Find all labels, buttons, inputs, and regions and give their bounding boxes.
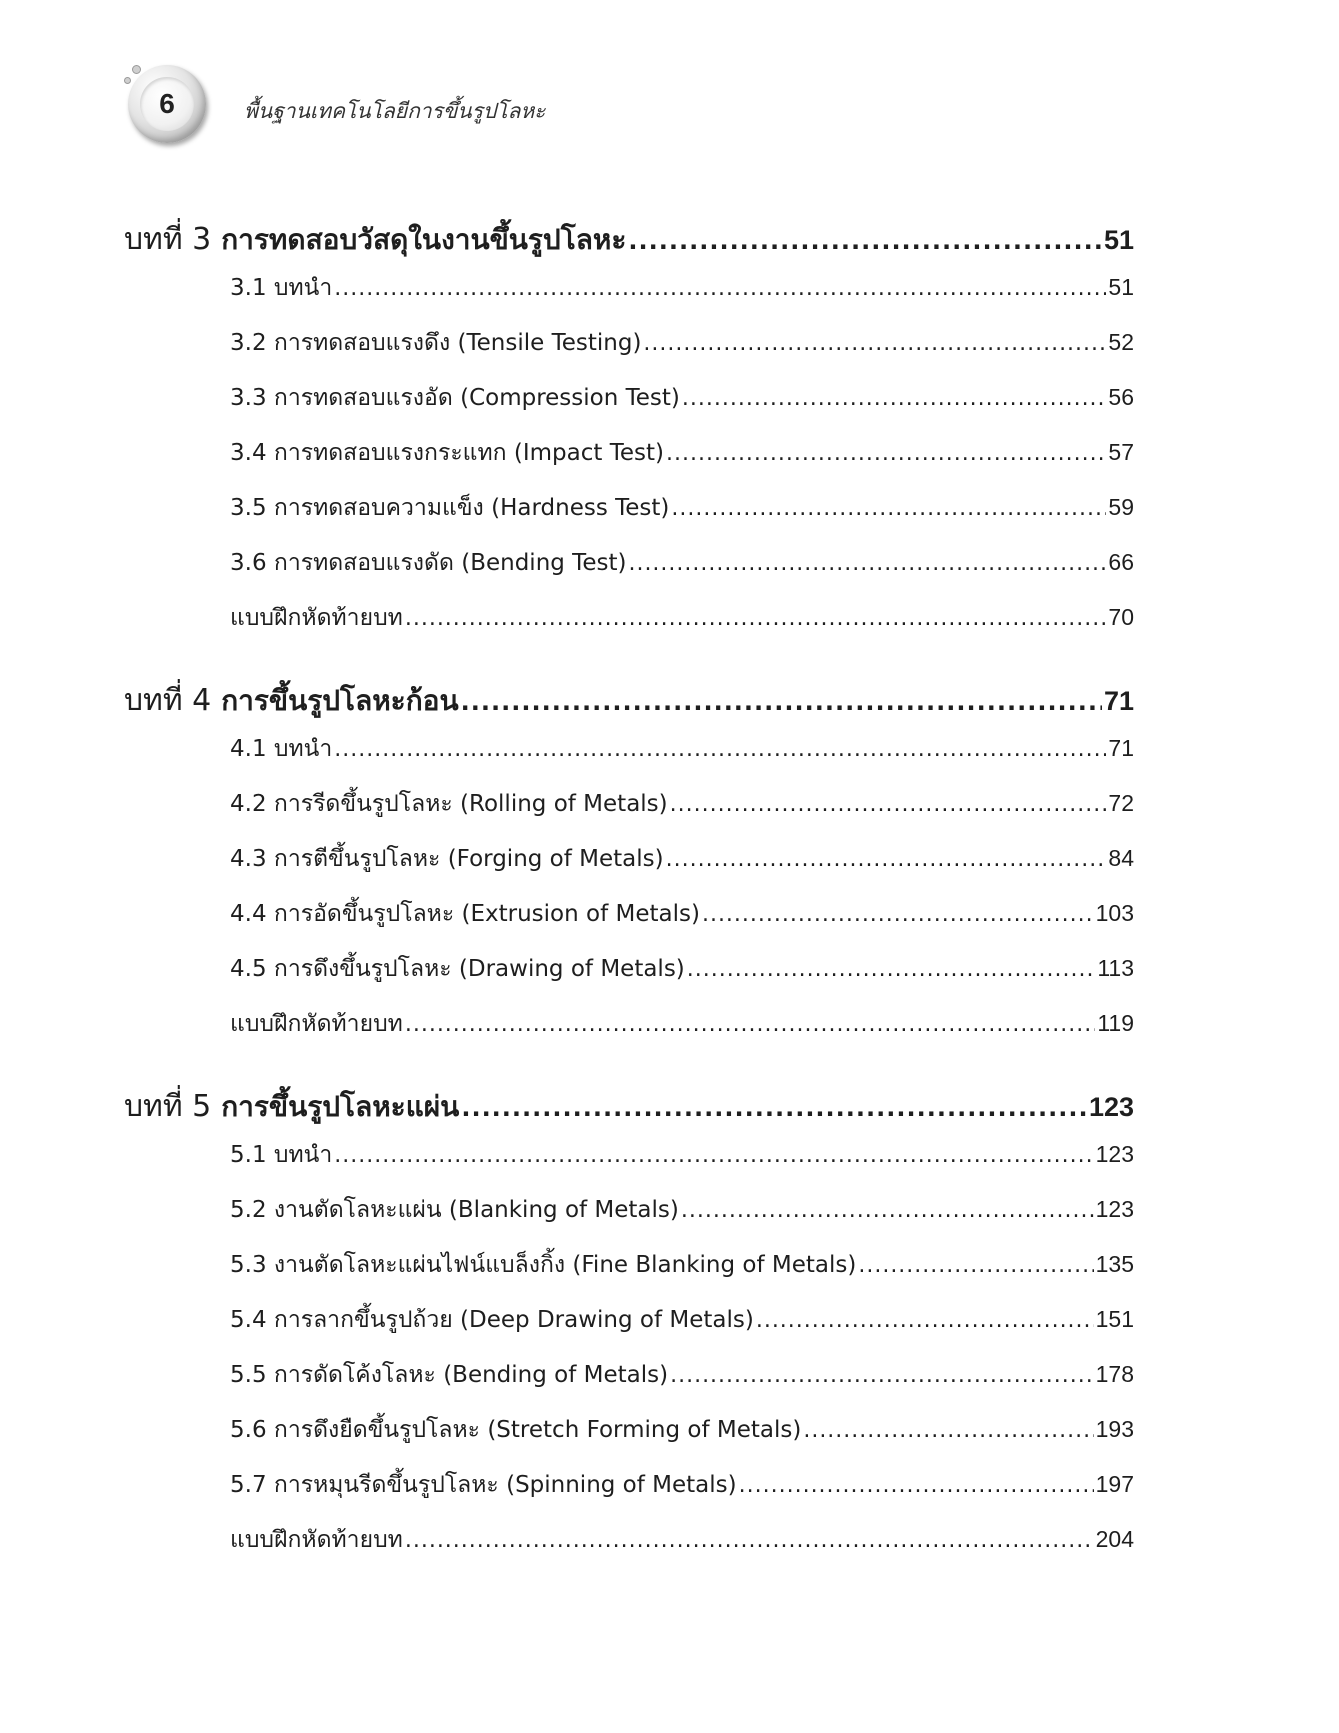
toc-entry[interactable] [230, 1192, 1134, 1247]
dot-leader [643, 331, 1106, 356]
table-of-contents [124, 216, 1134, 1577]
toc-chapter[interactable] [124, 677, 1134, 727]
dot-leader [702, 902, 1094, 927]
toc-entry[interactable] [230, 600, 1134, 655]
entry-page: 151 [1095, 1306, 1134, 1332]
entry-page: 66 [1108, 549, 1134, 575]
dot-leader [756, 1308, 1094, 1333]
dot-leader [461, 688, 1102, 716]
page-header [128, 64, 545, 144]
entry-page: 123 [1095, 1196, 1134, 1222]
toc-chapter[interactable] [124, 216, 1134, 266]
book-title: พื้นฐานเทคโนโลยีการขึ้นรูปโลหะ [244, 98, 546, 123]
entry-title: 3.3 การทดสอบแรงอัด (Compression Test) [230, 385, 680, 411]
dot-leader [628, 551, 1106, 576]
entry-title: 3.1 บทนำ [230, 275, 333, 301]
entry-page: 178 [1095, 1361, 1134, 1387]
toc-entry[interactable] [230, 731, 1134, 786]
chapter-page: 51 [1103, 225, 1134, 255]
toc-entry[interactable] [230, 1357, 1134, 1412]
dot-leader [687, 957, 1096, 982]
toc-entry[interactable] [230, 841, 1134, 896]
dot-leader [670, 1363, 1094, 1388]
entry-title: 5.1 บทนำ [230, 1142, 333, 1168]
entry-title: 4.5 การดึงขึ้นรูปโลหะ (Drawing of Metals) [230, 956, 685, 982]
entry-page: 123 [1095, 1141, 1134, 1167]
entry-page: 204 [1095, 1526, 1134, 1552]
dot-leader [334, 737, 1106, 762]
toc-entry[interactable] [230, 1137, 1134, 1192]
toc-entry[interactable] [230, 1522, 1134, 1577]
entry-page: 51 [1108, 274, 1134, 300]
entry-title: 4.4 การอัดขึ้นรูปโลหะ (Extrusion of Metals) [230, 901, 700, 927]
dot-leader [405, 1528, 1094, 1553]
entry-title: แบบฝึกหัดท้ายบท [230, 605, 403, 631]
dot-leader [666, 441, 1106, 466]
entry-page: 57 [1108, 439, 1134, 465]
page-number: 6 [140, 77, 194, 131]
toc-entry[interactable] [230, 270, 1134, 325]
chapter-title: การขึ้นรูปโลหะก้อน [221, 684, 459, 717]
entry-title: 5.6 การดึงยืดขึ้นรูปโลหะ (Stretch Forming of Metals) [230, 1417, 802, 1443]
entry-title: 5.7 การหมุนรีดขึ้นรูปโลหะ (Spinning of Metals) [230, 1472, 737, 1498]
entry-page: 71 [1108, 735, 1134, 761]
chapter-prefix: บทที่ 4 [124, 683, 212, 718]
entry-page: 193 [1095, 1416, 1134, 1442]
toc-entry[interactable] [230, 951, 1134, 1006]
toc-entry[interactable] [230, 1467, 1134, 1522]
entry-title: แบบฝึกหัดท้ายบท [230, 1527, 403, 1553]
dot-leader [681, 1198, 1094, 1223]
entry-page: 119 [1097, 1010, 1134, 1036]
entry-title: 3.4 การทดสอบแรงกระแทก (Impact Test) [230, 440, 664, 466]
entry-page: 197 [1095, 1471, 1134, 1497]
entry-title: 3.5 การทดสอบความแข็ง (Hardness Test) [230, 495, 670, 521]
toc-entry[interactable] [230, 1412, 1134, 1467]
chapter-page: 71 [1103, 686, 1134, 716]
entry-title: 3.6 การทดสอบแรงดัด (Bending Test) [230, 550, 627, 576]
toc-entry[interactable] [230, 1006, 1134, 1061]
entry-title: 4.3 การตีขึ้นรูปโลหะ (Forging of Metals) [230, 846, 664, 872]
entry-page: 59 [1108, 494, 1134, 520]
toc-entry[interactable] [230, 1247, 1134, 1302]
entry-title: 4.1 บทนำ [230, 736, 333, 762]
entry-page: 70 [1108, 604, 1134, 630]
dot-leader [682, 386, 1107, 411]
dot-leader [739, 1473, 1094, 1498]
entry-title: 5.3 งานตัดโลหะแผ่นไฟน์แบล็งกิ้ง (Fine Blanking of Metals) [230, 1252, 857, 1278]
toc-chapter[interactable] [124, 1083, 1134, 1133]
dot-leader [334, 276, 1106, 301]
badge-dot-icon [124, 77, 131, 84]
entry-page: 135 [1095, 1251, 1134, 1277]
dot-leader [858, 1253, 1093, 1278]
toc-entry[interactable] [230, 380, 1134, 435]
chapter-prefix: บทที่ 3 [124, 222, 212, 257]
chapter-prefix: บทที่ 5 [124, 1089, 212, 1124]
dot-leader [666, 847, 1107, 872]
entry-title: แบบฝึกหัดท้ายบท [230, 1011, 403, 1037]
entry-page: 56 [1108, 384, 1134, 410]
toc-entry[interactable] [230, 786, 1134, 841]
entry-title: 5.5 การดัดโค้งโลหะ (Bending of Metals) [230, 1362, 669, 1388]
entry-title: 4.2 การรีดขึ้นรูปโลหะ (Rolling of Metals) [230, 791, 668, 817]
chapter-page: 123 [1088, 1092, 1134, 1122]
dot-leader [803, 1418, 1093, 1443]
entry-title: 3.2 การทดสอบแรงดึง (Tensile Testing) [230, 330, 642, 356]
entry-page: 84 [1108, 845, 1134, 871]
dot-leader [405, 1012, 1095, 1037]
toc-entry[interactable] [230, 490, 1134, 545]
dot-leader [405, 606, 1107, 631]
toc-entry[interactable] [230, 545, 1134, 600]
entry-title: 5.4 การลากขึ้นรูปถ้วย (Deep Drawing of Metals) [230, 1307, 754, 1333]
entry-page: 103 [1095, 900, 1134, 926]
entry-page: 113 [1097, 955, 1134, 981]
entry-title: 5.2 งานตัดโลหะแผ่น (Blanking of Metals) [230, 1197, 679, 1223]
badge-dot-icon [132, 65, 141, 74]
chapter-title: การขึ้นรูปโลหะแผ่น [221, 1090, 460, 1123]
chapter-title: การทดสอบวัสดุในงานขึ้นรูปโลหะ [221, 223, 627, 256]
toc-entry[interactable] [230, 435, 1134, 490]
toc-entry[interactable] [230, 896, 1134, 951]
dot-leader [671, 496, 1106, 521]
entry-page: 72 [1108, 790, 1134, 816]
dot-leader [670, 792, 1107, 817]
entry-page: 52 [1108, 329, 1134, 355]
toc-entry[interactable] [230, 1302, 1134, 1357]
dot-leader [461, 1094, 1087, 1122]
page-number-badge [128, 65, 206, 143]
toc-entry[interactable] [230, 325, 1134, 380]
dot-leader [334, 1143, 1093, 1168]
dot-leader [628, 227, 1102, 255]
